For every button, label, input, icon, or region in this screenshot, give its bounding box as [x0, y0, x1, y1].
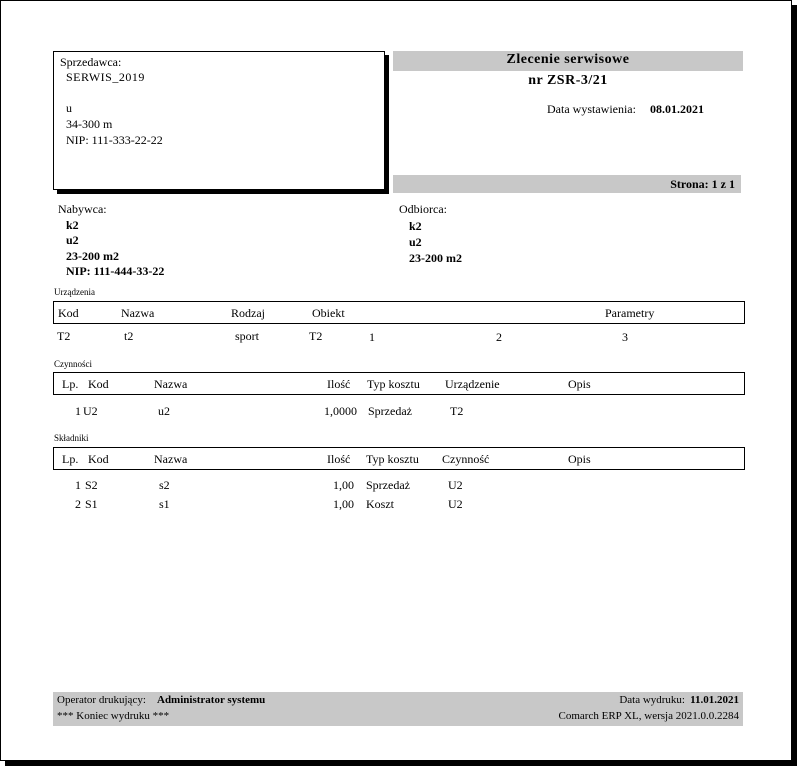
document-title: Zlecenie serwisowe — [506, 52, 630, 67]
component-ilosc: 1,00 — [333, 497, 354, 511]
device-param-3: 3 — [622, 330, 628, 344]
activity-ilosc: 1,0000 — [324, 404, 357, 418]
buyer-nip: NIP: 111-444-33-22 — [66, 264, 165, 278]
col-opis: Opis — [568, 452, 591, 466]
activity-nazwa: u2 — [158, 404, 170, 418]
device-param-1: 1 — [369, 330, 375, 344]
component-lp: 2 — [75, 497, 81, 511]
recipient-label: Odbiorca: — [399, 202, 447, 216]
col-nazwa: Nazwa — [154, 377, 188, 391]
col-nazwa: Nazwa — [121, 306, 155, 320]
component-kod: S2 — [85, 478, 98, 492]
col-ilosc: Ilość — [327, 377, 351, 391]
component-nazwa: s2 — [159, 478, 170, 492]
component-ilosc: 1,00 — [333, 478, 354, 492]
software-version: Comarch ERP XL, wersja 2021.0.0.2284 — [558, 710, 739, 722]
recipient-street: u2 — [409, 235, 422, 249]
col-lp: Lp. — [62, 452, 79, 466]
device-rodzaj: sport — [235, 329, 259, 343]
activity-urzadzenie: T2 — [450, 404, 464, 418]
col-typ-kosztu: Typ kosztu — [367, 377, 420, 391]
operator-label: Operator drukujący: — [57, 694, 146, 706]
activity-lp: 1 — [75, 404, 81, 418]
buyer-street: u2 — [66, 233, 79, 247]
component-lp: 1 — [75, 478, 81, 492]
col-rodzaj: Rodzaj — [231, 306, 265, 320]
components-table-header — [53, 447, 745, 470]
col-kod: Kod — [88, 452, 109, 466]
page-bar — [393, 175, 741, 193]
issue-date-label: Data wystawienia: — [547, 102, 636, 116]
buyer-city: 23-200 m2 — [66, 249, 119, 263]
col-ilosc: Ilość — [327, 452, 351, 466]
buyer-label: Nabywca: — [58, 202, 107, 216]
issue-date-value: 08.01.2021 — [650, 102, 704, 116]
seller-name: SERWIS_2019 — [66, 70, 145, 84]
component-typ-kosztu: Sprzedaż — [366, 478, 410, 492]
component-typ-kosztu: Koszt — [366, 497, 394, 511]
seller-label: Sprzedawca: — [60, 55, 122, 69]
title-bar — [393, 51, 743, 71]
component-nazwa: s1 — [159, 497, 170, 511]
component-czynnosc: U2 — [448, 478, 463, 492]
col-parametry: Parametry — [605, 306, 655, 320]
device-nazwa: t2 — [124, 329, 134, 343]
buyer-name: k2 — [66, 218, 79, 232]
col-opis: Opis — [568, 377, 591, 391]
component-czynnosc: U2 — [448, 497, 463, 511]
activities-table-header — [53, 372, 745, 395]
seller-city: 34-300 m — [66, 117, 113, 131]
col-kod: Kod — [58, 306, 79, 320]
components-section-label: Składniki — [54, 433, 89, 443]
document-number: nr ZSR-3/21 — [528, 73, 608, 88]
devices-section-label: Urządzenia — [54, 287, 95, 297]
col-obiekt: Obiekt — [312, 306, 345, 320]
operator-name: Administrator systemu — [157, 694, 266, 706]
seller-nip: NIP: 111-333-22-22 — [66, 133, 163, 147]
print-date-label: Data wydruku: — [619, 694, 685, 706]
devices-table-header — [53, 301, 745, 324]
end-of-print: *** Koniec wydruku *** — [57, 710, 170, 722]
device-kod: T2 — [57, 329, 71, 343]
col-nazwa: Nazwa — [154, 452, 188, 466]
activity-typ-kosztu: Sprzedaż — [368, 404, 412, 418]
col-lp: Lp. — [62, 377, 79, 391]
seller-box — [53, 51, 385, 190]
col-kod: Kod — [88, 377, 109, 391]
seller-street: u — [66, 101, 72, 115]
footer-bar — [53, 692, 743, 726]
activity-kod: U2 — [83, 404, 98, 418]
col-czynnosc: Czynność — [442, 452, 490, 466]
recipient-name: k2 — [409, 219, 422, 233]
activities-section-label: Czynności — [54, 359, 92, 369]
col-typ-kosztu: Typ kosztu — [366, 452, 419, 466]
col-urzadzenie: Urządzenie — [445, 377, 500, 391]
component-kod: S1 — [85, 497, 98, 511]
page-number: Strona: 1 z 1 — [670, 177, 735, 191]
recipient-city: 23-200 m2 — [409, 251, 462, 265]
device-param-2: 2 — [496, 330, 502, 344]
device-obiekt: T2 — [309, 329, 323, 343]
print-date-value: 11.01.2021 — [690, 694, 739, 706]
